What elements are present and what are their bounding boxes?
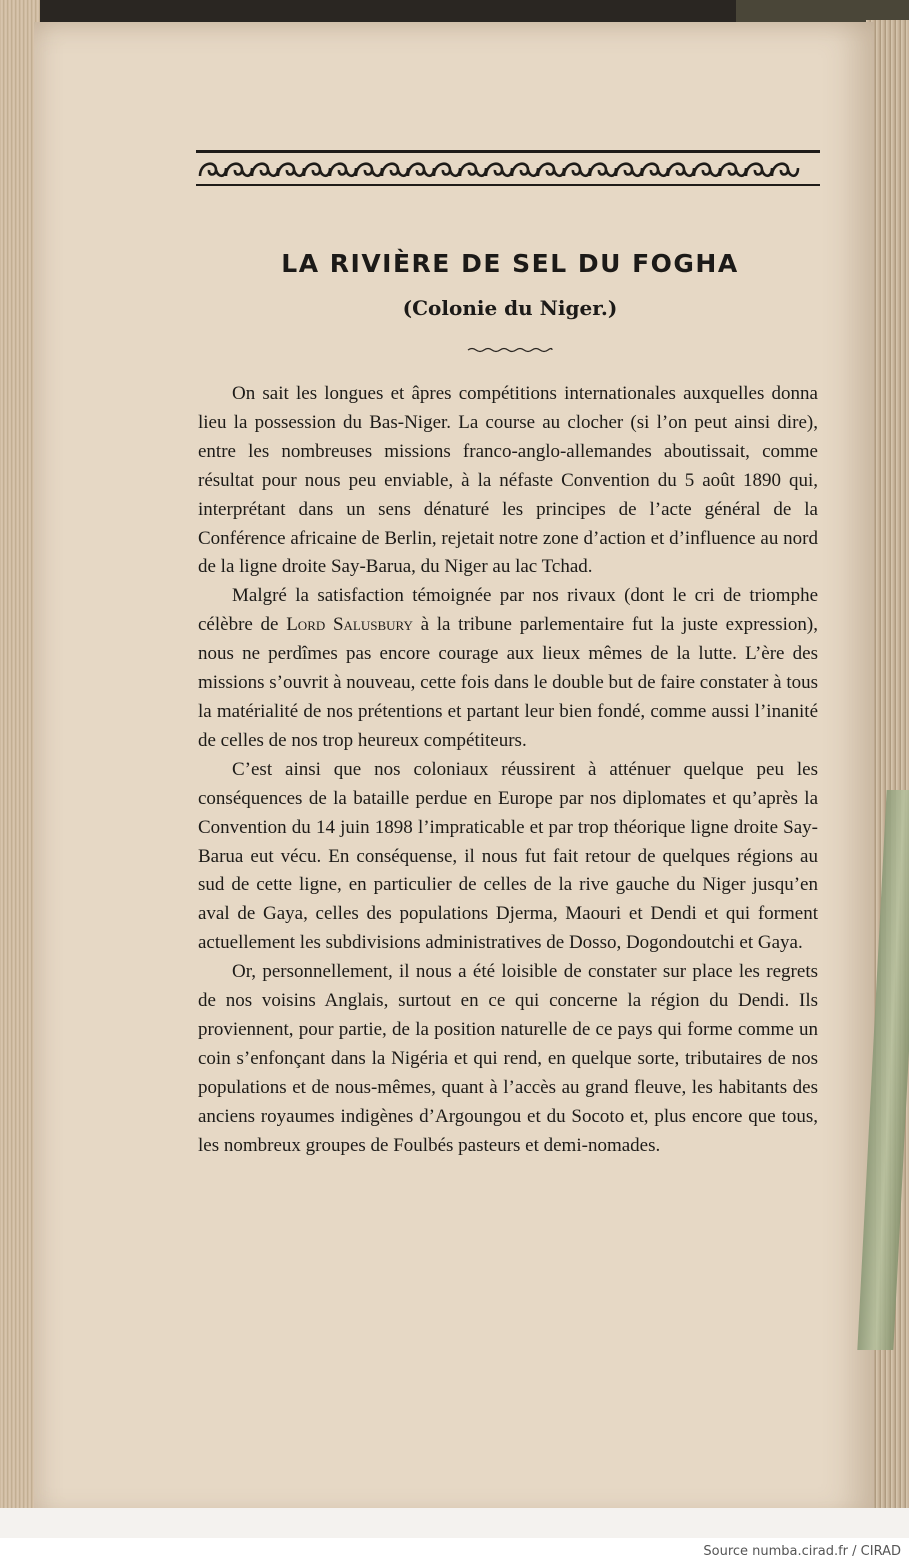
person-name-smallcaps: Lord Salusbury — [286, 614, 413, 636]
ornament-scroll — [434, 164, 460, 176]
ornament-scroll — [616, 164, 642, 176]
ornament-scroll — [226, 164, 252, 176]
ornament-scroll — [746, 164, 772, 176]
title-divider — [466, 346, 554, 354]
ornament-scroll — [512, 164, 538, 176]
paragraph-2 — [198, 582, 818, 755]
ornament-scroll — [486, 164, 512, 176]
article-title: LA RIVIÈRE DE SEL DU FOGHA — [281, 249, 739, 278]
ornament-graphic — [196, 148, 820, 188]
article-body — [198, 380, 818, 1160]
ornament-scroll — [564, 164, 590, 176]
ornamental-header-band — [196, 148, 820, 188]
ornament-scroll — [694, 164, 720, 176]
ornament-scroll — [382, 164, 408, 176]
ornament-scroll — [720, 164, 746, 176]
paragraph-2-start: Malgré la satisfaction témoignée par nos rivaux (dont le cri de triomphe célèbre de — [198, 585, 818, 636]
ornament-scroll — [668, 164, 694, 176]
paragraph-2-end: à la tribune parlementaire fut la juste expression), nous ne perdîmes pas encore courage aux lieux mêmes de la lutte. L’ère des missions s’ouvrit à nouveau, cette fois dans le double but de faire constater à tous la matérialité de nos prétentions et partant leur bien fondé, comme aussi l’inanité de celles de nos trop heureux compétiteurs. — [198, 614, 818, 751]
footer-strip — [0, 1508, 909, 1538]
ornament-scroll — [252, 164, 278, 176]
ornament-scroll — [304, 164, 330, 176]
ornament-scroll — [538, 164, 564, 176]
paragraph-3: C’est ainsi que nos coloniaux réussirent à atténuer quelque peu les conséquences de la bataille perdue en Europe par nos diplomates et qu’après la Convention du 14 juin 1898 l’impraticable et par trop théorique ligne droite Say-Barua eut vécu. En conséquense, il nous fut fait retour de quelques régions au sud de cette ligne, en particulier de celles de la rive gauche du Niger jusqu’en aval de Gaya, celles des populations Djerma, Maouri et Dendi et qui forment actuellement les subdivisions administratives de Dosso, Dogondoutchi et Gaya. — [198, 758, 818, 954]
ornament-scroll — [460, 164, 486, 176]
ornament-scroll — [278, 164, 304, 176]
ornament-scroll — [590, 164, 616, 176]
paragraph-1: On sait les longues et âpres compétitions internationales auxquelles donna lieu la possession du Bas-Niger. La course au clocher (si l’on peut ainsi dire), entre les nombreuses missions franco-anglo-allemandes aboutissait, comme résultat pour nous peu enviable, à la néfaste Convention du 5 août 1890 qui, interprétant dans un sens dénaturé les principes de l’acte général de la Conférence africaine de Berlin, rejetait notre zone d’action et d’influence au nord de la ligne droite Say-Barua, du Niger au lac Tchad. — [198, 383, 818, 578]
ornament-scroll — [642, 164, 668, 176]
ornament-scroll — [772, 164, 798, 176]
ornament-scroll — [330, 164, 356, 176]
source-credit: Source numba.cirad.fr / CIRAD — [703, 1544, 901, 1559]
ornament-scroll — [200, 164, 226, 176]
paragraph-4: Or, personnellement, il nous a été loisible de constater sur place les regrets de nos voisins Anglais, surtout en ce qui concerne la région du Dendi. Ils proviennent, pour partie, de la position naturelle de ce pays qui forme comme un coin s’enfonçant dans la Nigéria et qui rend, en quelque sorte, tributaires de nos populations et de nous-mêmes, quant à l’accès au grand fleuve, les habitants des anciens royaumes indigènes d’Argoungou et du Socoto et, plus encore que tous, les nombreux groupes de Foulbés pasteurs et demi-nomades. — [198, 961, 818, 1156]
article-subtitle: (Colonie du Niger.) — [402, 296, 618, 320]
ornament-scroll — [356, 164, 382, 176]
ornament-scroll — [408, 164, 434, 176]
